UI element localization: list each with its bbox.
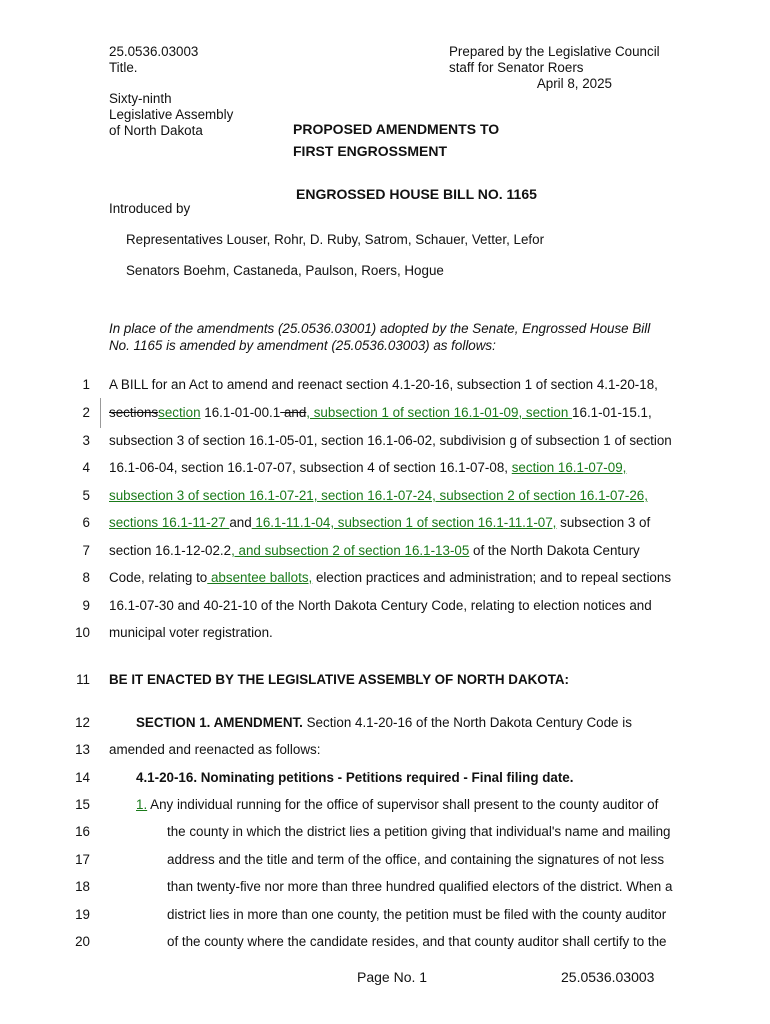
deleted-text: sections [109, 405, 159, 420]
line-number: 14 [75, 770, 90, 785]
bill-line-text [167, 934, 666, 949]
prepared-by-line-1: Prepared by the Legislative Council [449, 44, 660, 59]
bill-line-text [136, 715, 632, 730]
line-segment: Section 4.1-20-16 of the North Dakota Century Code is [302, 715, 632, 730]
line-segment: section 16.1-12-02.2 [109, 543, 232, 558]
line-number: 16 [75, 824, 90, 839]
document-title-label: Title. [109, 60, 138, 75]
inserted-text: section 16.1-07-09, [511, 460, 627, 475]
bill-line-text [167, 824, 671, 839]
line-segment: amended and reenacted as follows: [109, 742, 321, 757]
document-date: April 8, 2025 [536, 76, 612, 91]
assembly-line-3: of North Dakota [109, 123, 203, 138]
inserted-text: subsection 3 of section 16.1-07-21, section 16.1-07-24, subsection 2 of section 16.1-07-26, [109, 488, 648, 503]
change-bar [100, 398, 101, 428]
inserted-text: section [158, 405, 201, 420]
inserted-text: 1. [136, 797, 148, 812]
title-line-1: PROPOSED AMENDMENTS TO [293, 121, 500, 137]
line-number: 11 [76, 672, 90, 687]
line-segment: the county in which the district lies a petition giving that individual's name and mailing [167, 824, 671, 839]
line-segment: 16.1-07-30 and 40-21-10 of the North Dakota Century Code, relating to election notices and [109, 598, 652, 613]
bill-line-text [109, 598, 652, 613]
line-segment: 16.1-01-00.1 [200, 405, 281, 420]
inserted-text: 16.1-11.1-04, subsection 1 of section 16.1-11.1-07, [251, 515, 557, 530]
line-segment: SECTION 1. AMENDMENT. [136, 715, 303, 730]
line-number: 13 [75, 742, 90, 757]
bill-title: ENGROSSED HOUSE BILL NO. 1165 [296, 186, 537, 202]
line-number: 15 [75, 797, 90, 812]
bill-line-text [109, 515, 650, 530]
line-segment: 4.1-20-16. Nominating petitions - Petitions required - Final filing date. [136, 770, 574, 785]
page-number: Page No. 1 [357, 969, 428, 985]
line-segment: BE IT ENACTED BY THE LEGISLATIVE ASSEMBLY OF NORTH DAKOTA: [109, 672, 570, 687]
line-segment: than twenty-five nor more than three hundred qualified electors of the district. When a [167, 879, 673, 894]
bill-line-text [167, 852, 664, 867]
document-code: 25.0536.03003 [109, 44, 199, 59]
line-number: 12 [75, 715, 90, 730]
bill-line-text [109, 433, 672, 448]
document-code-block [109, 44, 198, 76]
inserted-text: , subsection 1 of section 16.1-01-09, section [306, 405, 573, 420]
line-number: 4 [82, 460, 90, 475]
line-number: 8 [82, 570, 90, 585]
bill-line-text [167, 907, 666, 922]
prepared-by-line-2: staff for Senator Roers [449, 60, 584, 75]
bill-line-text [109, 672, 569, 687]
inserted-text: sections 16.1-11-27 [109, 515, 230, 530]
line-segment: Code, relating to [109, 570, 208, 585]
senators-line: Senators Boehm, Castaneda, Paulson, Roers, Hogue [126, 263, 444, 278]
assembly-block [109, 91, 233, 139]
line-number: 19 [75, 907, 90, 922]
assembly-line-1: Sixty-ninth [109, 91, 172, 106]
bill-line-text [109, 625, 273, 640]
line-segment: subsection 3 of [556, 515, 651, 530]
bill-line-text [109, 460, 626, 475]
bill-line-text [109, 742, 320, 757]
line-number: 1 [82, 377, 90, 392]
inserted-text: , and subsection 2 of section 16.1-13-05 [231, 543, 470, 558]
introduced-by-label: Introduced by [109, 201, 191, 216]
bill-line-text [109, 377, 658, 392]
bill-line-text [109, 543, 640, 558]
inserted-text: absentee ballots, [207, 570, 313, 585]
bill-line-text [109, 570, 671, 585]
assembly-line-2: Legislative Assembly [109, 107, 234, 122]
line-segment: address and the title and term of the office, and containing the signatures of not less [167, 852, 665, 867]
bill-line-text [109, 488, 648, 503]
representatives-line: Representatives Louser, Rohr, D. Ruby, Satrom, Schauer, Vetter, Lefor [126, 232, 545, 247]
line-number: 18 [75, 879, 90, 894]
line-segment: Any individual running for the office of supervisor shall present to the county auditor of [147, 797, 659, 812]
line-number: 6 [82, 515, 90, 530]
amendment-note [109, 320, 650, 354]
line-number: 20 [75, 934, 90, 949]
line-segment: municipal voter registration. [109, 625, 273, 640]
line-number: 2 [82, 405, 90, 420]
line-number: 10 [75, 625, 90, 640]
bill-line-text [136, 770, 573, 785]
line-segment: subsection 3 of section 16.1-05-01, section 16.1-06-02, subdivision g of subsection 1 of section [109, 433, 672, 448]
bill-line-text [109, 405, 652, 420]
line-segment: A BILL for an Act to amend and reenact section 4.1-20-16, subsection 1 of section 4.1-20-18, [109, 377, 658, 392]
title-line-2: FIRST ENGROSSMENT [293, 143, 448, 159]
line-number: 3 [82, 433, 90, 448]
amendment-note-line-1: In place of the amendments (25.0536.03001) adopted by the Senate, Engrossed House Bill [109, 321, 651, 336]
line-segment: of the North Dakota Century [469, 543, 640, 558]
line-number: 17 [75, 852, 90, 867]
deleted-text: and [280, 405, 307, 420]
line-number: 7 [82, 543, 90, 558]
footer-document-code: 25.0536.03003 [561, 969, 655, 985]
line-segment: and [229, 515, 252, 530]
bill-line-text [167, 879, 672, 894]
prepared-by-block [449, 44, 660, 92]
line-segment: of the county where the candidate resides, and that county auditor shall certify to the [167, 934, 667, 949]
line-segment: district lies in more than one county, the petition must be filed with the county auditor [167, 907, 667, 922]
line-number: 9 [82, 598, 90, 613]
bill-line-text [136, 797, 658, 812]
amendment-note-line-2: No. 1165 is amended by amendment (25.0536.03003) as follows: [109, 338, 496, 353]
line-segment: 16.1-06-04, section 16.1-07-07, subsection 4 of section 16.1-07-08, [109, 460, 512, 475]
line-segment: election practices and administration; and to repeal sections [312, 570, 672, 585]
line-segment: 16.1-01-15.1, [572, 405, 652, 420]
line-number: 5 [82, 488, 90, 503]
